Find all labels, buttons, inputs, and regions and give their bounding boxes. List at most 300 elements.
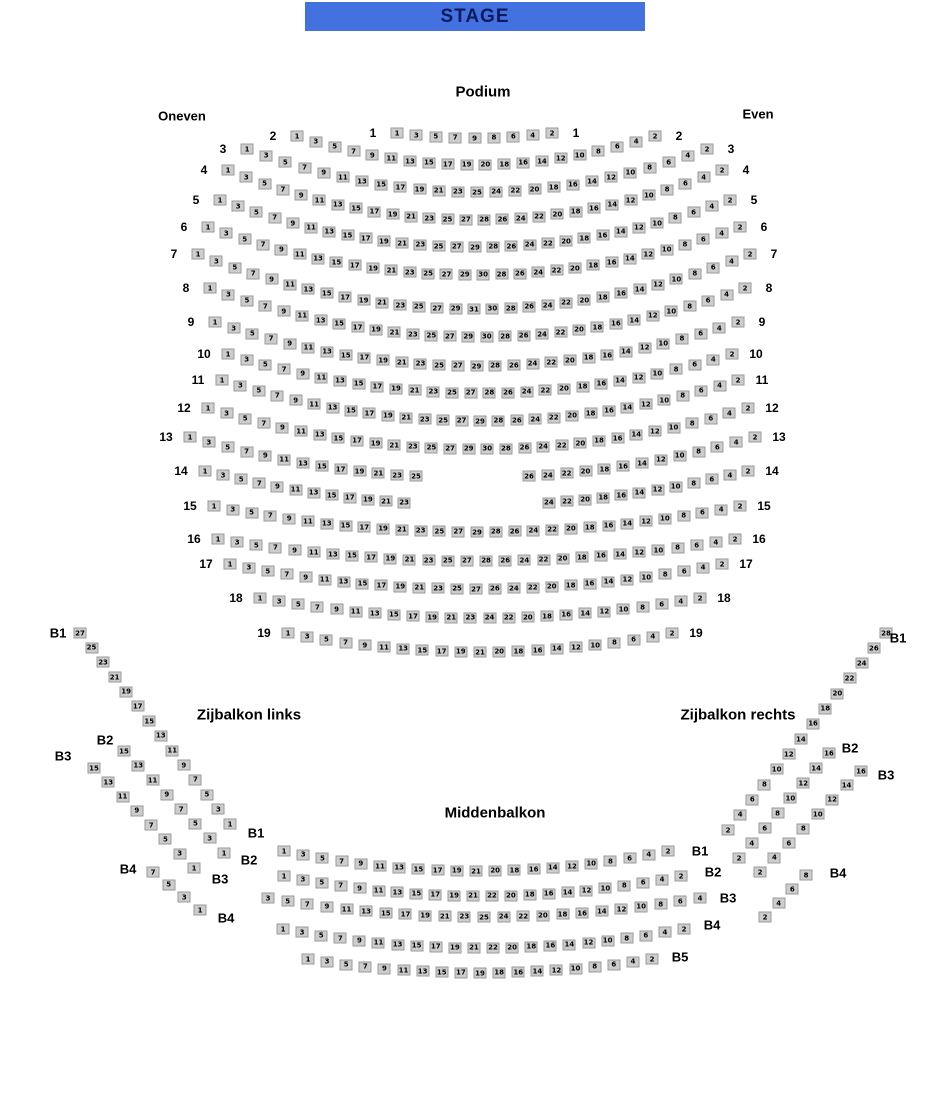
seat-row7-9[interactable]: 9 (265, 274, 278, 285)
seat-row6-9[interactable]: 9 (275, 244, 288, 255)
seat-midden-B3-22[interactable]: 22 (518, 912, 529, 921)
seat-row18-18[interactable]: 18 (542, 612, 552, 621)
seat-row12-30[interactable]: 30 (482, 444, 493, 453)
seat-row8-29[interactable]: 29 (463, 332, 474, 341)
seat-row13-23[interactable]: 23 (392, 471, 403, 480)
seat-row6-17[interactable]: 17 (349, 261, 360, 270)
seat-midden-B2-17[interactable]: 17 (430, 890, 441, 899)
seat-row18-16[interactable]: 16 (561, 610, 571, 619)
seat-row11-19[interactable]: 19 (382, 411, 393, 420)
seat-row5-10[interactable]: 10 (652, 219, 663, 228)
seat-row4-13[interactable]: 13 (332, 200, 343, 209)
seat-row11-6[interactable]: 6 (695, 385, 708, 396)
seat-row2-9[interactable]: 9 (366, 150, 379, 161)
seat-row15-28[interactable]: 28 (490, 527, 501, 536)
seat-links-B3-13[interactable]: 13 (103, 778, 114, 787)
seat-row13-15[interactable]: 15 (316, 462, 327, 471)
seat-midden-B2-14[interactable]: 14 (562, 888, 573, 897)
seat-row17-5[interactable]: 5 (261, 566, 274, 577)
seat-row1-2[interactable]: 2 (546, 128, 559, 139)
seat-midden-B3-8[interactable]: 8 (654, 899, 667, 910)
seat-midden-B3-10[interactable]: 10 (636, 902, 646, 911)
seat-rechts-B2-16[interactable]: 16 (824, 749, 834, 757)
seat-row5-11[interactable]: 11 (306, 223, 316, 232)
seat-row10-14[interactable]: 14 (615, 376, 625, 385)
seat-row8-9[interactable]: 9 (277, 306, 290, 317)
seat-row15-9[interactable]: 9 (283, 513, 296, 524)
seat-row10-12[interactable]: 12 (633, 373, 644, 382)
seat-row15-24[interactable]: 24 (528, 526, 539, 535)
seat-midden-B4-22[interactable]: 22 (488, 943, 498, 952)
seat-row2-11[interactable]: 11 (386, 154, 397, 163)
seat-row3-4[interactable]: 4 (681, 150, 694, 161)
seat-row6-12[interactable]: 12 (643, 250, 654, 259)
seat-midden-B1-2[interactable]: 2 (662, 846, 675, 857)
seat-row18-14[interactable]: 14 (580, 609, 591, 618)
seat-row14-2[interactable]: 2 (742, 466, 755, 477)
seat-row1-1[interactable]: 1 (391, 128, 404, 139)
seat-row12-4[interactable]: 4 (723, 408, 736, 419)
seat-rechts-B1-26[interactable]: 26 (868, 644, 879, 653)
seat-row9-15[interactable]: 15 (340, 351, 351, 359)
seat-row11-11[interactable]: 11 (309, 400, 320, 409)
seat-row15-3[interactable]: 3 (226, 504, 239, 515)
seat-midden-B2-6[interactable]: 6 (637, 877, 650, 888)
seat-row13-3[interactable]: 3 (202, 437, 215, 448)
seat-midden-B4-19[interactable]: 19 (449, 943, 460, 952)
seat-row6-29[interactable]: 29 (459, 270, 470, 279)
seat-row14-4[interactable]: 4 (723, 470, 736, 481)
seat-row7-18[interactable]: 18 (597, 293, 608, 302)
seat-row13-19[interactable]: 19 (354, 467, 365, 476)
seat-row3-9[interactable]: 9 (317, 167, 330, 178)
seat-row16-6[interactable]: 6 (690, 540, 703, 551)
seat-midden-B3-4[interactable]: 4 (694, 893, 707, 904)
seat-row7-12[interactable]: 12 (653, 280, 663, 289)
seat-midden-B5-11[interactable]: 11 (398, 966, 409, 975)
seat-row18-2[interactable]: 2 (694, 593, 707, 604)
seat-row14-23[interactable]: 23 (399, 498, 409, 507)
seat-rechts-B3-12[interactable]: 12 (827, 795, 838, 804)
seat-row16-17[interactable]: 17 (366, 553, 377, 562)
seat-row5-1[interactable]: 1 (214, 195, 227, 206)
seat-row4-16[interactable]: 16 (589, 204, 599, 213)
seat-row14-3[interactable]: 3 (217, 470, 230, 481)
seat-row11-4[interactable]: 4 (713, 380, 726, 391)
seat-row9-6[interactable]: 6 (694, 328, 707, 339)
seat-row10-18[interactable]: 18 (577, 382, 588, 391)
seat-row12-29[interactable]: 29 (463, 444, 474, 453)
seat-row6-4[interactable]: 4 (715, 228, 728, 239)
seat-row4-23[interactable]: 23 (424, 214, 435, 223)
seat-midden-B3-15[interactable]: 15 (380, 909, 391, 918)
seat-row4-11[interactable]: 11 (314, 196, 325, 205)
seat-rechts-B1-28[interactable]: 28 (881, 629, 891, 637)
seat-row11-28[interactable]: 28 (493, 416, 504, 425)
seat-row19-14[interactable]: 14 (551, 644, 562, 653)
seat-row19-15[interactable]: 15 (417, 646, 428, 655)
seat-row10-22[interactable]: 22 (540, 386, 551, 395)
seat-row11-21[interactable]: 21 (401, 413, 412, 422)
seat-row12-26[interactable]: 26 (519, 443, 530, 452)
seat-row6-16[interactable]: 16 (606, 258, 617, 267)
seat-row1-5[interactable]: 5 (429, 131, 442, 142)
seat-row13-14[interactable]: 14 (637, 459, 647, 468)
seat-row3-25[interactable]: 25 (472, 188, 482, 196)
seat-row14-7[interactable]: 7 (253, 478, 266, 489)
seat-row7-7[interactable]: 7 (247, 268, 260, 279)
seat-row4-7[interactable]: 7 (276, 184, 289, 195)
seat-row11-25[interactable]: 25 (438, 416, 449, 425)
seat-row10-19[interactable]: 19 (391, 384, 401, 393)
seat-row3-18[interactable]: 18 (548, 183, 559, 192)
seat-row12-16[interactable]: 16 (612, 434, 623, 443)
seat-row16-9[interactable]: 9 (288, 545, 301, 556)
seat-midden-B4-18[interactable]: 18 (526, 942, 537, 951)
seat-row7-4[interactable]: 4 (725, 256, 738, 267)
seat-row9-27[interactable]: 27 (452, 361, 463, 370)
seat-row19-3[interactable]: 3 (301, 631, 314, 642)
seat-row7-6[interactable]: 6 (707, 262, 720, 273)
seat-row8-1[interactable]: 1 (204, 283, 217, 294)
seat-row17-21[interactable]: 21 (414, 583, 425, 592)
seat-row13-8[interactable]: 8 (692, 446, 705, 457)
seat-links-B4-7[interactable]: 7 (147, 867, 160, 878)
seat-row15-13[interactable]: 13 (321, 519, 332, 528)
seat-row5-17[interactable]: 17 (360, 234, 371, 243)
seat-row5-20[interactable]: 20 (561, 237, 571, 245)
seat-row12-23[interactable]: 23 (407, 442, 418, 451)
seat-midden-B1-17[interactable]: 17 (432, 866, 443, 875)
seat-midden-B5-8[interactable]: 8 (588, 961, 601, 972)
seat-midden-B5-14[interactable]: 14 (532, 967, 543, 976)
seat-midden-B5-4[interactable]: 4 (626, 956, 639, 967)
seat-row14-10[interactable]: 10 (670, 482, 681, 491)
seat-row8-12[interactable]: 12 (647, 311, 658, 320)
seat-row18-21[interactable]: 21 (446, 613, 457, 622)
seat-row7-24[interactable]: 24 (542, 301, 553, 310)
seat-row18-13[interactable]: 13 (369, 609, 380, 618)
seat-links-B3-11[interactable]: 11 (117, 792, 128, 801)
seat-midden-B5-19[interactable]: 19 (475, 969, 485, 977)
seat-row17-23[interactable]: 23 (433, 584, 444, 593)
seat-links-B3-15[interactable]: 15 (89, 764, 99, 772)
seat-row7-3[interactable]: 3 (210, 256, 223, 267)
seat-row19-1[interactable]: 1 (282, 628, 295, 639)
seat-midden-B3-12[interactable]: 12 (616, 905, 627, 914)
seat-midden-B3-19[interactable]: 19 (420, 911, 430, 920)
seat-row4-5[interactable]: 5 (258, 178, 271, 189)
seat-links-B4-3[interactable]: 3 (178, 892, 191, 903)
seat-row15-14[interactable]: 14 (622, 519, 633, 528)
seat-links-B2-5[interactable]: 5 (189, 818, 202, 829)
seat-row3-15[interactable]: 15 (376, 180, 387, 189)
seat-row5-26[interactable]: 26 (506, 242, 517, 251)
seat-row18-6[interactable]: 6 (655, 599, 668, 610)
seat-row13-2[interactable]: 2 (749, 432, 762, 443)
seat-row5-12[interactable]: 12 (634, 223, 644, 232)
seat-row8-20[interactable]: 20 (574, 325, 584, 334)
seat-midden-B2-7[interactable]: 7 (334, 880, 347, 891)
seat-midden-B4-16[interactable]: 16 (545, 941, 556, 950)
seat-row4-10[interactable]: 10 (643, 191, 654, 200)
seat-links-B1-19[interactable]: 19 (121, 687, 132, 696)
seat-row6-18[interactable]: 18 (588, 261, 599, 270)
seat-midden-B3-14[interactable]: 14 (596, 907, 607, 916)
seat-row11-15[interactable]: 15 (346, 406, 356, 415)
seat-row12-8[interactable]: 8 (686, 418, 699, 429)
seat-links-B4-5[interactable]: 5 (162, 879, 175, 890)
seat-row10-16[interactable]: 16 (596, 379, 607, 388)
seat-row15-7[interactable]: 7 (264, 510, 277, 521)
seat-rechts-B4-6[interactable]: 6 (786, 884, 799, 895)
seat-midden-B4-6[interactable]: 6 (639, 930, 652, 941)
seat-row3-20[interactable]: 20 (529, 185, 540, 194)
seat-links-B1-17[interactable]: 17 (132, 702, 143, 711)
seat-row12-12[interactable]: 12 (650, 427, 660, 436)
seat-row5-6[interactable]: 6 (687, 207, 700, 218)
seat-midden-B1-15[interactable]: 15 (413, 865, 424, 874)
seat-row8-21[interactable]: 21 (389, 328, 400, 337)
seat-links-B2-15[interactable]: 15 (119, 747, 129, 755)
seat-row16-2[interactable]: 2 (729, 534, 742, 545)
seat-row6-30[interactable]: 30 (478, 270, 489, 279)
seat-links-B1-15[interactable]: 15 (144, 717, 155, 726)
seat-row17-8[interactable]: 8 (659, 569, 672, 580)
seat-row15-10[interactable]: 10 (659, 514, 670, 523)
seat-rechts-B3-16[interactable]: 16 (856, 767, 866, 775)
seat-row9-13[interactable]: 13 (322, 347, 332, 356)
seat-row5-15[interactable]: 15 (342, 231, 353, 240)
seat-midden-B2-1[interactable]: 1 (278, 871, 291, 882)
seat-row8-16[interactable]: 16 (610, 319, 621, 328)
seat-row9-22[interactable]: 22 (546, 358, 557, 367)
seat-row2-16[interactable]: 16 (518, 158, 528, 167)
seat-row4-6[interactable]: 6 (679, 178, 692, 189)
seat-row10-3[interactable]: 3 (240, 354, 253, 365)
seat-row11-10[interactable]: 10 (659, 396, 670, 405)
seat-rechts-B3-10[interactable]: 10 (812, 810, 823, 819)
seat-row15-19[interactable]: 19 (378, 524, 388, 533)
seat-row19-6[interactable]: 6 (627, 634, 640, 645)
seat-row5-4[interactable]: 4 (705, 201, 718, 212)
seat-row14-24[interactable]: 24 (544, 498, 554, 507)
seat-row7-26[interactable]: 26 (524, 302, 535, 311)
seat-row9-12[interactable]: 12 (639, 343, 650, 352)
seat-row9-10[interactable]: 10 (658, 339, 669, 348)
seat-row6-19[interactable]: 19 (368, 264, 378, 273)
seat-row4-12[interactable]: 12 (625, 196, 636, 205)
seat-row7-25[interactable]: 25 (413, 302, 424, 311)
seat-row4-20[interactable]: 20 (552, 210, 563, 219)
seat-links-B3-1[interactable]: 1 (188, 863, 201, 874)
seat-row2-2[interactable]: 2 (649, 131, 662, 142)
seat-row8-30[interactable]: 30 (481, 332, 492, 341)
seat-row14-18[interactable]: 18 (598, 493, 609, 502)
seat-row8-18[interactable]: 18 (592, 323, 603, 332)
seat-row1-3[interactable]: 3 (410, 130, 423, 141)
seat-links-B1-23[interactable]: 23 (98, 658, 108, 667)
seat-rechts-B1-14[interactable]: 14 (796, 735, 806, 744)
seat-midden-B4-9[interactable]: 9 (353, 935, 366, 946)
seat-row3-23[interactable]: 23 (452, 187, 463, 196)
seat-row5-8[interactable]: 8 (669, 212, 682, 223)
seat-midden-B3-16[interactable]: 16 (577, 909, 588, 918)
seat-midden-B2-4[interactable]: 4 (656, 874, 669, 885)
seat-midden-B5-3[interactable]: 3 (321, 956, 334, 967)
seat-row12-13[interactable]: 13 (314, 430, 325, 439)
seat-midden-B3-3[interactable]: 3 (262, 893, 275, 904)
seat-midden-B4-15[interactable]: 15 (411, 941, 422, 950)
seat-row5-14[interactable]: 14 (615, 227, 626, 236)
seat-row18-8[interactable]: 8 (636, 602, 649, 613)
seat-row8-26[interactable]: 26 (518, 331, 529, 340)
seat-row14-15[interactable]: 15 (326, 491, 337, 500)
seat-row6-20[interactable]: 20 (570, 264, 580, 273)
seat-row1-9[interactable]: 9 (468, 133, 481, 144)
seat-row13-16[interactable]: 16 (618, 462, 629, 471)
seat-row10-4[interactable]: 4 (707, 354, 720, 365)
seat-row15-4[interactable]: 4 (715, 504, 728, 515)
seat-row2-3[interactable]: 3 (309, 136, 322, 147)
seat-row11-18[interactable]: 18 (585, 409, 596, 418)
seat-row11-27[interactable]: 27 (456, 416, 467, 425)
seat-row18-24[interactable]: 24 (484, 613, 495, 622)
seat-midden-B1-10[interactable]: 10 (586, 859, 597, 868)
seat-row9-5[interactable]: 5 (246, 328, 259, 339)
seat-midden-B1-3[interactable]: 3 (297, 849, 310, 860)
seat-row2-20[interactable]: 20 (480, 160, 491, 169)
seat-row13-25[interactable]: 25 (411, 472, 421, 481)
seat-row14-11[interactable]: 11 (290, 485, 301, 494)
seat-row6-13[interactable]: 13 (313, 254, 323, 263)
seat-row5-19[interactable]: 19 (379, 237, 389, 245)
seat-midden-B3-9[interactable]: 9 (320, 901, 333, 912)
seat-row13-12[interactable]: 12 (655, 455, 666, 464)
seat-row8-3[interactable]: 3 (222, 289, 235, 300)
seat-row4-15[interactable]: 15 (351, 204, 361, 213)
seat-row8-13[interactable]: 13 (315, 316, 326, 325)
seat-row4-28[interactable]: 28 (479, 215, 490, 224)
seat-row19-16[interactable]: 16 (532, 646, 543, 655)
seat-row8-28[interactable]: 28 (500, 332, 511, 341)
seat-midden-B5-2[interactable]: 2 (646, 954, 659, 965)
seat-row3-14[interactable]: 14 (587, 177, 597, 186)
seat-midden-B4-5[interactable]: 5 (315, 930, 328, 941)
seat-row16-20[interactable]: 20 (557, 554, 568, 563)
seat-row18-9[interactable]: 9 (330, 604, 343, 615)
seat-row9-4[interactable]: 4 (713, 323, 726, 334)
seat-row5-22[interactable]: 22 (542, 239, 553, 248)
seat-row18-1[interactable]: 1 (254, 593, 267, 604)
seat-midden-B3-13[interactable]: 13 (361, 907, 372, 916)
seat-row2-19[interactable]: 19 (461, 160, 472, 169)
seat-midden-B2-18[interactable]: 18 (524, 890, 535, 899)
seat-row11-29[interactable]: 29 (475, 417, 485, 425)
seat-row19-18[interactable]: 18 (513, 647, 524, 656)
seat-row7-31[interactable]: 31 (469, 305, 479, 313)
seat-midden-B1-9[interactable]: 9 (354, 858, 367, 869)
seat-row12-7[interactable]: 7 (257, 418, 270, 429)
seat-row18-4[interactable]: 4 (674, 596, 687, 607)
seat-row8-23[interactable]: 23 (408, 330, 418, 339)
seat-row4-22[interactable]: 22 (534, 212, 544, 221)
seat-row7-23[interactable]: 23 (395, 301, 406, 310)
seat-row11-14[interactable]: 14 (622, 403, 633, 412)
seat-row15-15[interactable]: 15 (340, 521, 351, 530)
seat-midden-B5-1[interactable]: 1 (302, 954, 315, 965)
seat-links-B1-9[interactable]: 9 (177, 760, 190, 771)
seat-row10-21[interactable]: 21 (409, 386, 420, 395)
seat-row3-8[interactable]: 8 (643, 162, 656, 173)
seat-midden-B1-21[interactable]: 21 (471, 867, 481, 875)
seat-row7-22[interactable]: 22 (561, 298, 571, 307)
seat-midden-B2-22[interactable]: 22 (487, 891, 497, 900)
seat-row15-21[interactable]: 21 (396, 525, 407, 534)
seat-row4-27[interactable]: 27 (460, 215, 471, 224)
seat-row17-27[interactable]: 27 (471, 585, 481, 593)
seat-links-B1-5[interactable]: 5 (200, 789, 213, 800)
seat-row2-7[interactable]: 7 (347, 146, 360, 157)
seat-rechts-B2-6[interactable]: 6 (758, 823, 771, 834)
seat-row17-6[interactable]: 6 (678, 566, 691, 577)
seat-row9-9[interactable]: 9 (283, 338, 296, 349)
seat-row11-26[interactable]: 26 (511, 416, 522, 425)
seat-midden-B5-6[interactable]: 6 (607, 959, 620, 970)
seat-row3-12[interactable]: 12 (606, 173, 617, 182)
seat-row7-2[interactable]: 2 (744, 249, 757, 260)
seat-row5-9[interactable]: 9 (286, 218, 299, 229)
seat-midden-B2-13[interactable]: 13 (392, 888, 403, 897)
seat-rechts-B1-20[interactable]: 20 (832, 689, 843, 698)
seat-row7-5[interactable]: 5 (228, 262, 241, 273)
seat-row2-4[interactable]: 4 (630, 136, 643, 147)
seat-row1-6[interactable]: 6 (507, 131, 520, 142)
seat-row15-6[interactable]: 6 (696, 507, 709, 518)
seat-row8-17[interactable]: 17 (352, 323, 363, 332)
seat-row3-22[interactable]: 22 (510, 186, 521, 195)
seat-row12-25[interactable]: 25 (426, 443, 437, 452)
seat-row10-23[interactable]: 23 (428, 387, 439, 396)
seat-midden-B4-3[interactable]: 3 (296, 927, 309, 938)
seat-row18-19[interactable]: 19 (427, 613, 438, 622)
seat-row11-16[interactable]: 16 (604, 406, 614, 415)
seat-row9-17[interactable]: 17 (359, 353, 370, 362)
seat-row10-6[interactable]: 6 (688, 359, 701, 370)
seat-row19-5[interactable]: 5 (320, 634, 333, 645)
seat-row10-11[interactable]: 11 (316, 373, 327, 382)
seat-midden-B1-16[interactable]: 16 (528, 865, 539, 874)
seat-row8-25[interactable]: 25 (426, 331, 437, 340)
seat-row16-24[interactable]: 24 (519, 556, 530, 565)
seat-row9-20[interactable]: 20 (565, 356, 575, 365)
seat-rechts-B1-18[interactable]: 18 (820, 704, 831, 713)
seat-midden-B3-18[interactable]: 18 (557, 910, 568, 919)
seat-row7-17[interactable]: 17 (340, 293, 351, 302)
seat-row6-10[interactable]: 10 (661, 245, 672, 254)
seat-row6-15[interactable]: 15 (331, 258, 342, 267)
seat-midden-B3-17[interactable]: 17 (400, 910, 411, 919)
seat-row18-5[interactable]: 5 (292, 599, 305, 610)
seat-row16-4[interactable]: 4 (709, 537, 722, 548)
seat-rechts-B1-6[interactable]: 6 (746, 794, 759, 805)
seat-row12-2[interactable]: 2 (742, 403, 755, 414)
seat-midden-B4-12[interactable]: 12 (583, 938, 594, 947)
seat-row19-7[interactable]: 7 (339, 637, 352, 648)
seat-row8-14[interactable]: 14 (629, 316, 640, 325)
seat-row18-20[interactable]: 20 (522, 613, 533, 622)
seat-row15-8[interactable]: 8 (677, 510, 690, 521)
